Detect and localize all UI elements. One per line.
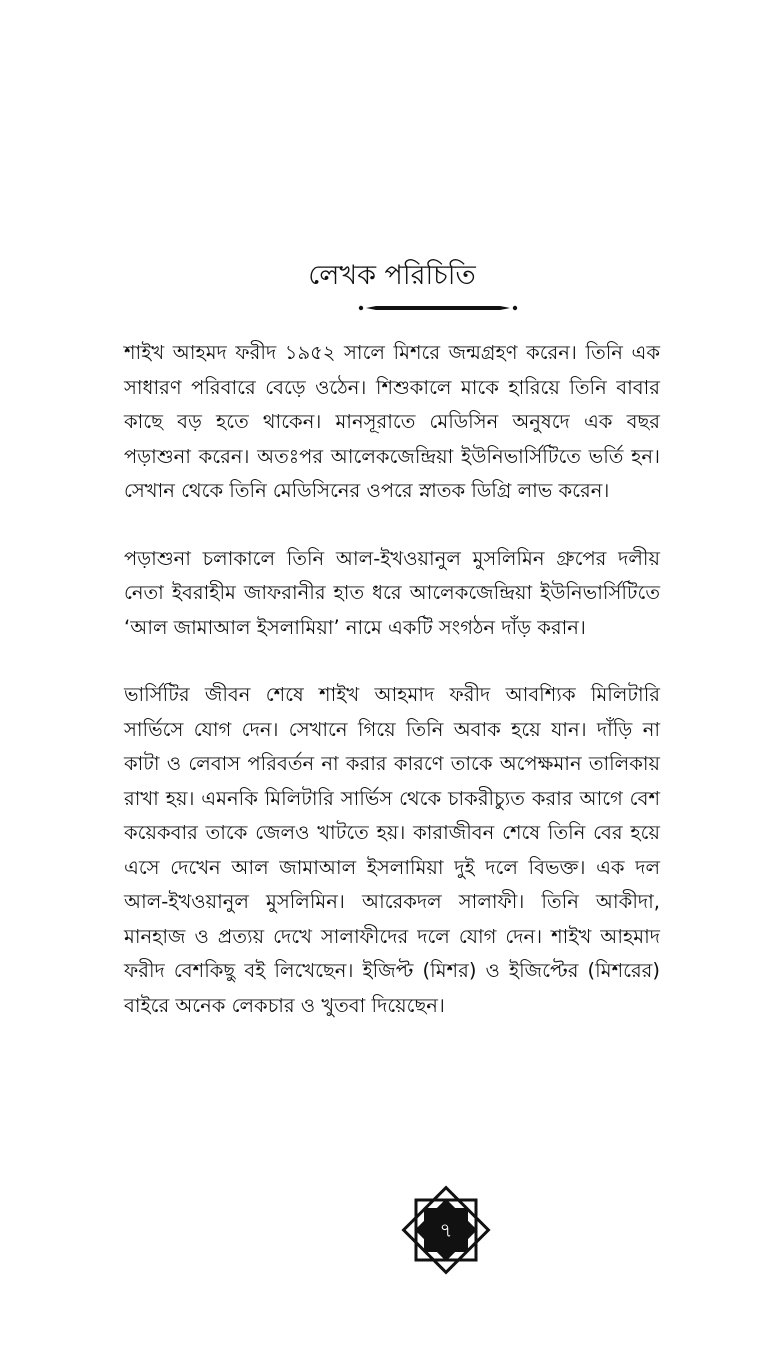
paragraph-career: ভার্সিটির জীবন শেষে শাইখ আহমাদ ফরীদ আবশ্যিক মিলিটারি সার্ভিসে যোগ দেন। সেখানে গিয়ে তিনি অবাক হয়ে যান। দাঁড়ি না কাটা ও লেবাস পরিবর্তন না করার কারণে তাকে অপেক্ষমান তালিকায় রাখা হয়। এমনকি মিলিটারি সার্ভিস থেকে চাকরীচ্যুত করার আগে বেশ কয়েকবার তাকে জেলও খাটতে হয়। কারাজীবন শেষে তিনি বের হয়ে এসে দেখেন আল জামাআল ইসলামিয়া দুই দলে বিভক্ত। এক দল আল-ইখওয়ানুল মুসলিমিন। আরেকদল সালাফী। তিনি আকীদা, মানহাজ ও প্রত্যয় দেখে সালাফীদের দলে যোগ দেন। শাইখ আহমাদ ফরীদ বেশকিছু বই লিখেছেন। ইজিপ্ট (মিশর) ও ইজিপ্টের (মিশরের) বাইরে অনেক লেকচার ও খুতবা দিয়েছেন। xyxy=(124,683,660,1017)
body-text xyxy=(124,336,660,1056)
paragraph-birth: শাইখ আহমদ ফরীদ ১৯৫২ সালে মিশরে জন্মগ্রহণ করেন। তিনি এক সাধারণ পরিবারে বেড়ে ওঠেন। শিশুকালে মাকে হারিয়ে তিনি বাবার কাছে বড় হতে থাকেন। মানসূরাতে মেডিসিন অনুষদে এক বছর পড়াশুনা করেন। অতঃপর আলেকজেন্দ্রিয়া ইউনিভার্সিটিতে ভর্তি হন। সেখান থেকে তিনি মেডিসিনের ওপরে স্নাতক ডিগ্রি লাভ করেন। xyxy=(124,341,660,502)
page-number: ৭ xyxy=(439,1218,453,1242)
ornamental-divider-icon xyxy=(358,304,518,312)
paragraph-student-life: পড়াশুনা চলাকালে তিনি আল-ইখওয়ানুল মুসলিমিন গ্রুপের দলীয় নেতা ইবরাহীম জাফরানীর হাত ধরে আলেকজেন্দ্রিয়া ইউনিভার্সিটিতে ‘আল জামাআল ইসলামিয়া’ নামে একটি সংগঠন দাঁড় করান। xyxy=(124,546,660,639)
page-title: লেখক পরিচিতি xyxy=(308,260,476,291)
